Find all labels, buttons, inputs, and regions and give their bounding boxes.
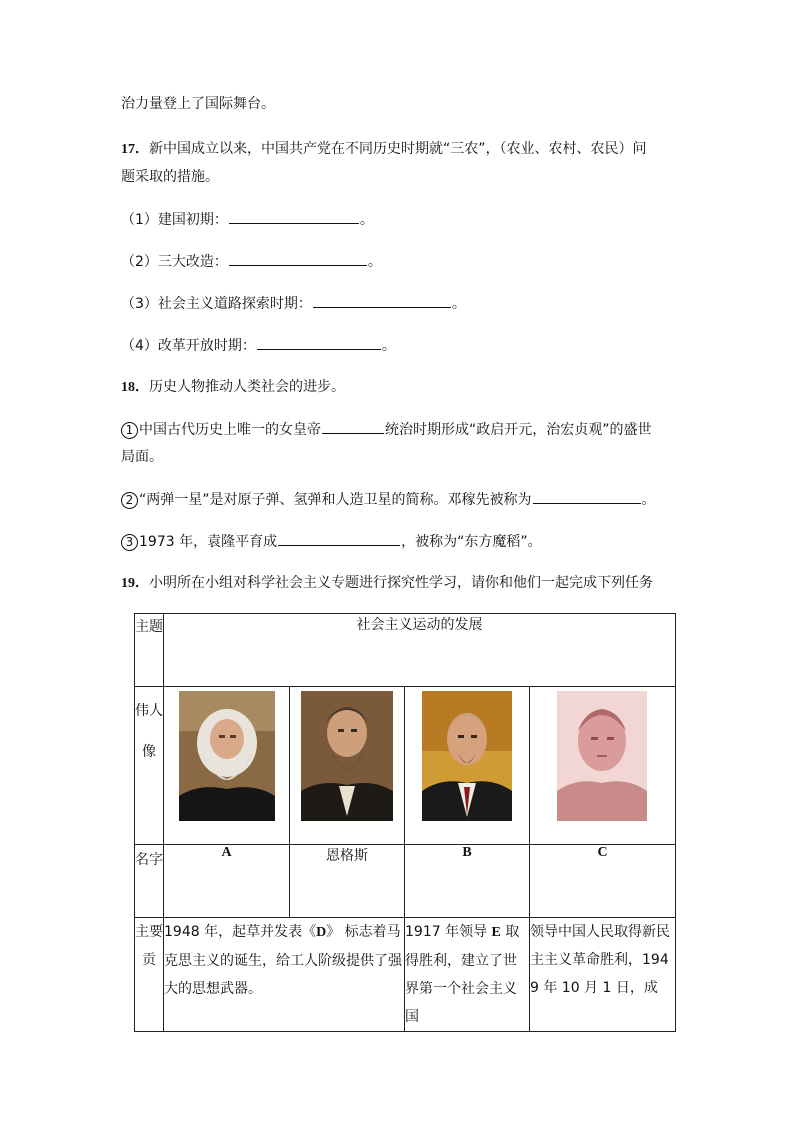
row-label-portrait: 伟人像 (135, 687, 164, 845)
answer-blank[interactable] (313, 293, 451, 308)
item-label: （1）建国初期： (121, 212, 228, 228)
portrait-marx (179, 691, 275, 821)
name-b: B (405, 845, 530, 918)
answer-blank[interactable] (257, 335, 381, 350)
portrait-engels (301, 691, 393, 821)
question-17 (121, 139, 647, 160)
q17-item-4 (121, 335, 396, 356)
q17-item-3 (121, 293, 466, 314)
table-row-contributions (135, 918, 676, 1032)
question-text: 历史人物推动人类社会的进步。 (149, 379, 345, 395)
answer-blank[interactable] (533, 489, 641, 504)
q18-item-3 (121, 531, 542, 552)
item-end: 。 (381, 338, 396, 354)
item-text: ，被称为“东方魔稻”。 (401, 534, 542, 550)
row-label-contribution: 主要贡 (135, 918, 164, 1032)
row-label-name: 名字 (135, 845, 164, 918)
question-18 (121, 377, 345, 398)
portrait-cell-a (164, 687, 290, 845)
q18-item-2 (121, 489, 656, 510)
answer-blank[interactable] (278, 531, 400, 546)
item-end: 。 (641, 492, 656, 508)
question-text: 小明所在小组对科学社会主义专题进行探究性学习，请你和他们一起完成下列任务 (149, 575, 653, 591)
topic-cell: 社会主义运动的发展 (164, 614, 676, 687)
contribution-mao: 领导中国人民取得新民主主义革命胜利，1949 年 10 月 1 日，成 (530, 918, 676, 1032)
circled-number: 2 (121, 492, 138, 509)
item-label: （4）改革开放时期： (121, 338, 256, 354)
name-c: C (530, 845, 676, 918)
portrait-lenin (422, 691, 512, 821)
item-label: （3）社会主义道路探索时期： (121, 296, 312, 312)
q18-item-1 (121, 419, 652, 440)
table-row-names (135, 845, 676, 918)
contribution-marx-engels: 1948 年，起草并发表《D》 标志着马克思主义的诞生，给工人阶级提供了强大的思想武器。 (164, 918, 405, 1032)
answer-blank[interactable] (229, 251, 367, 266)
answer-blank[interactable] (229, 209, 359, 224)
question-19 (121, 573, 653, 594)
item-text: “两弹一星”是对原子弹、氢弹和人造卫星的简称。邓稼先被称为 (139, 492, 532, 508)
item-end: 。 (451, 296, 466, 312)
circled-number: 1 (121, 422, 138, 439)
item-text: 中国古代历史上唯一的女皇帝 (139, 422, 321, 438)
q17-item-1 (121, 209, 374, 230)
table-row-topic (135, 614, 676, 687)
portrait-cell-b (405, 687, 530, 845)
socialism-table (134, 613, 676, 1032)
item-text: 统治时期形成“政启开元，治宏贞观”的盛世 (385, 422, 652, 438)
portrait-mao (557, 691, 647, 821)
contribution-lenin: 1917 年领导 E 取得胜利，建立了世界第一个社会主义国 (405, 918, 530, 1032)
portrait-cell-engels (290, 687, 405, 845)
name-a: A (164, 845, 290, 918)
item-end: 。 (367, 254, 382, 270)
text-line: 治力量登上了国际舞台。 (121, 96, 275, 112)
portrait-cell-c (530, 687, 676, 845)
q18-item-1-cont: 局面。 (121, 449, 163, 465)
row-label-topic: 主题 (135, 614, 164, 687)
question-number: 17． (121, 142, 149, 157)
question-text: 新中国成立以来，中国共产党在不同历史时期就“三农”，（农业、农村、农民）问 (149, 141, 647, 157)
question-number: 19． (121, 576, 149, 591)
circled-number: 3 (121, 534, 138, 551)
question-17-cont: 题采取的措施。 (121, 169, 219, 185)
item-label: （2）三大改造： (121, 254, 228, 270)
table-row-portraits (135, 687, 676, 845)
q17-item-2 (121, 251, 382, 272)
answer-blank[interactable] (322, 419, 384, 434)
question-number: 18． (121, 380, 149, 395)
item-end: 。 (359, 212, 374, 228)
name-engels: 恩格斯 (290, 845, 405, 918)
item-text: 1973 年，袁隆平育成 (139, 534, 278, 550)
